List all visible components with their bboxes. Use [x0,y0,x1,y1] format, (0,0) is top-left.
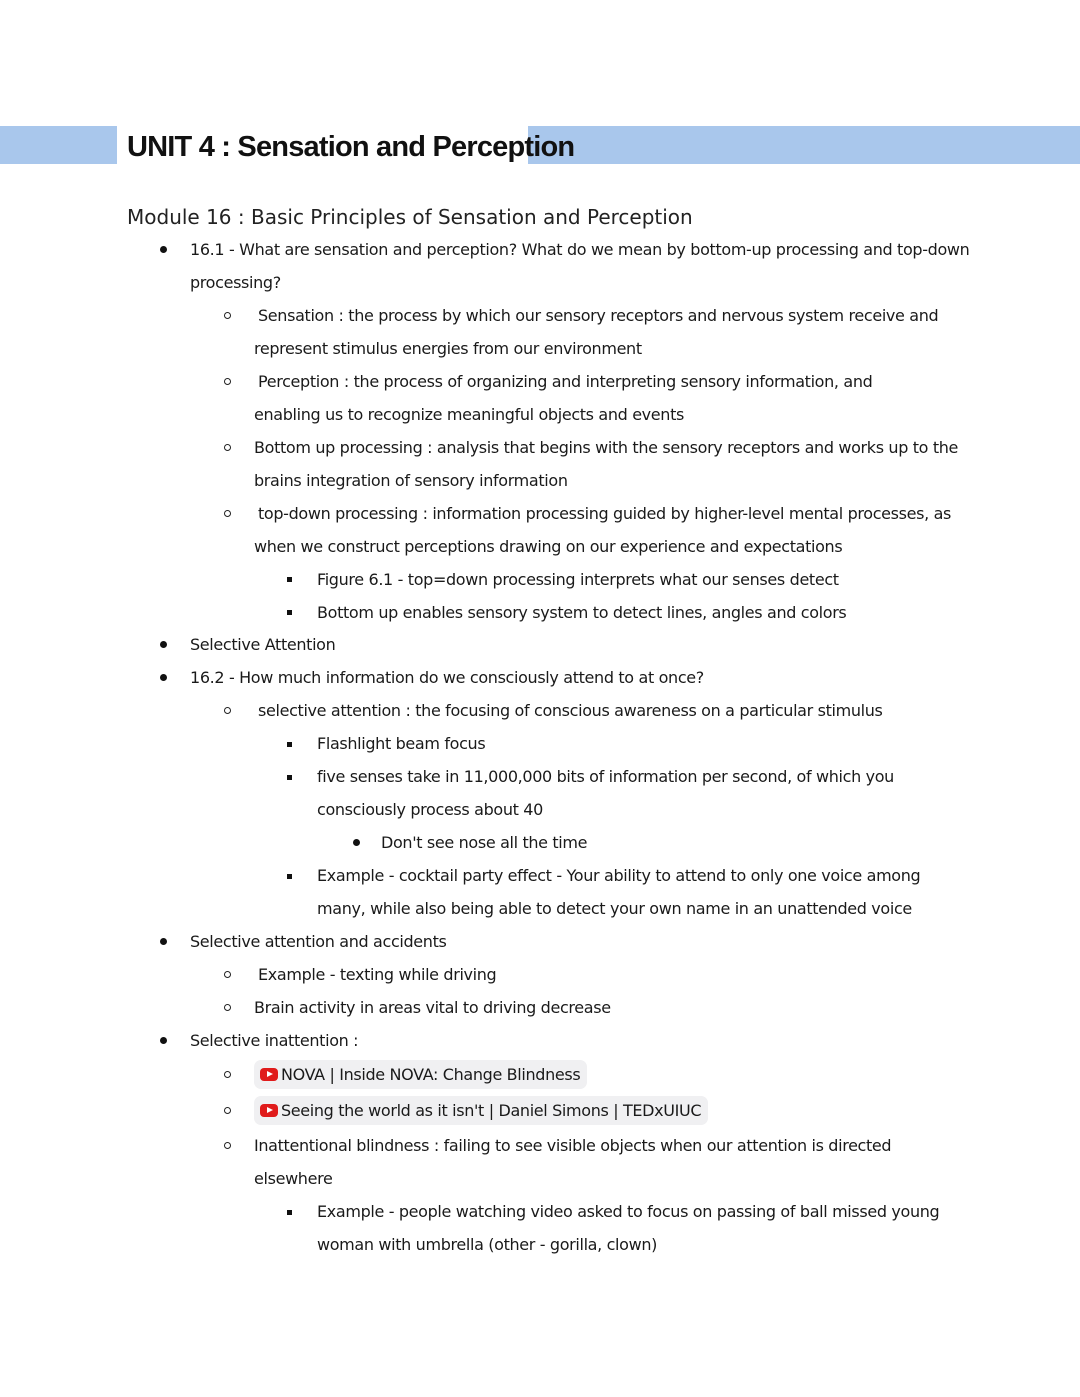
header-band-right [528,126,1080,164]
video-link-tedx[interactable] [254,1096,708,1125]
def-perception-cont: enabling us to recognize meaningful objects and events [254,405,684,424]
note-cocktail-party: Example - cocktail party effect - Your ability to attend to only one voice among [317,866,921,885]
def-bottom-up: Bottom up processing : analysis that begins with the sensory receptors and works up to the [254,438,959,457]
bullet-square [287,742,292,747]
bullet-square [287,775,292,780]
heading-selective-inattention: Selective inattention : [190,1031,359,1050]
def-perception: Perception : the process of organizing and interpreting sensory information, and [258,372,873,391]
question-16-2: 16.2 - How much information do we consciously attend to at once? [190,668,704,687]
bullet-circle [224,707,231,714]
bullet-square [287,577,292,582]
bullet-circle [224,444,231,451]
heading-attention-accidents: Selective attention and accidents [190,932,447,951]
def-sensation: Sensation : the process by which our sensory receptors and nervous system receive and [258,306,939,325]
bullet-disc [160,1037,167,1044]
note-figure-6-1: Figure 6.1 - top=down processing interprets what our senses detect [317,570,839,589]
youtube-icon [260,1104,278,1117]
video-link-label: Seeing the world as it isn't | Daniel Simons | TEDxUIUC [281,1101,702,1120]
bullet-square [287,874,292,879]
bullet-circle [224,510,231,517]
bullet-square [287,1210,292,1215]
bullet-circle [224,1142,231,1149]
bullet-disc [160,938,167,945]
note-gorilla-example-cont: woman with umbrella (other - gorilla, clown) [317,1235,658,1254]
video-link-label: NOVA | Inside NOVA: Change Blindness [281,1065,581,1084]
question-16-1-cont: processing? [190,273,281,292]
note-cocktail-party-cont: many, while also being able to detect your own name in an unattended voice [317,899,912,918]
def-inattentional-blindness: Inattentional blindness : failing to see visible objects when our attention is directed [254,1136,892,1155]
bullet-disc [353,839,360,846]
note-gorilla-example: Example - people watching video asked to focus on passing of ball missed young [317,1202,940,1221]
def-top-down: top-down processing : information processing guided by higher-level mental processes, as [258,504,952,523]
bullet-circle [224,1107,231,1114]
bullet-circle [224,378,231,385]
note-brain-activity: Brain activity in areas vital to driving decrease [254,998,611,1017]
def-sensation-cont: represent stimulus energies from our environment [254,339,642,358]
note-flashlight: Flashlight beam focus [317,734,486,753]
module-title: Module 16 : Basic Principles of Sensation and Perception [127,205,693,229]
note-five-senses-cont: consciously process about 40 [317,800,543,819]
bullet-circle [224,1071,231,1078]
heading-selective-attention: Selective Attention [190,635,336,654]
def-bottom-up-cont: brains integration of sensory information [254,471,568,490]
unit-title: UNIT 4 : Sensation and Perception [127,131,575,163]
bullet-disc [160,246,167,253]
bullet-circle [224,971,231,978]
note-texting: Example - texting while driving [258,965,497,984]
bullet-circle [224,312,231,319]
bullet-circle [224,1004,231,1011]
bullet-disc [160,641,167,648]
bullet-square [287,610,292,615]
note-bottom-up: Bottom up enables sensory system to detect lines, angles and colors [317,603,847,622]
note-five-senses: five senses take in 11,000,000 bits of information per second, of which you [317,767,894,786]
bullet-disc [160,674,167,681]
question-16-1: 16.1 - What are sensation and perception? What do we mean by bottom-up processing and top-down [190,240,970,259]
video-link-nova[interactable] [254,1060,587,1089]
def-selective-attention: selective attention : the focusing of conscious awareness on a particular stimulus [258,701,883,720]
def-inattentional-blindness-cont: elsewhere [254,1169,333,1188]
youtube-icon [260,1068,278,1081]
header-band-left [0,126,117,164]
note-nose: Don't see nose all the time [381,833,588,852]
def-top-down-cont: when we construct perceptions drawing on our experience and expectations [254,537,843,556]
